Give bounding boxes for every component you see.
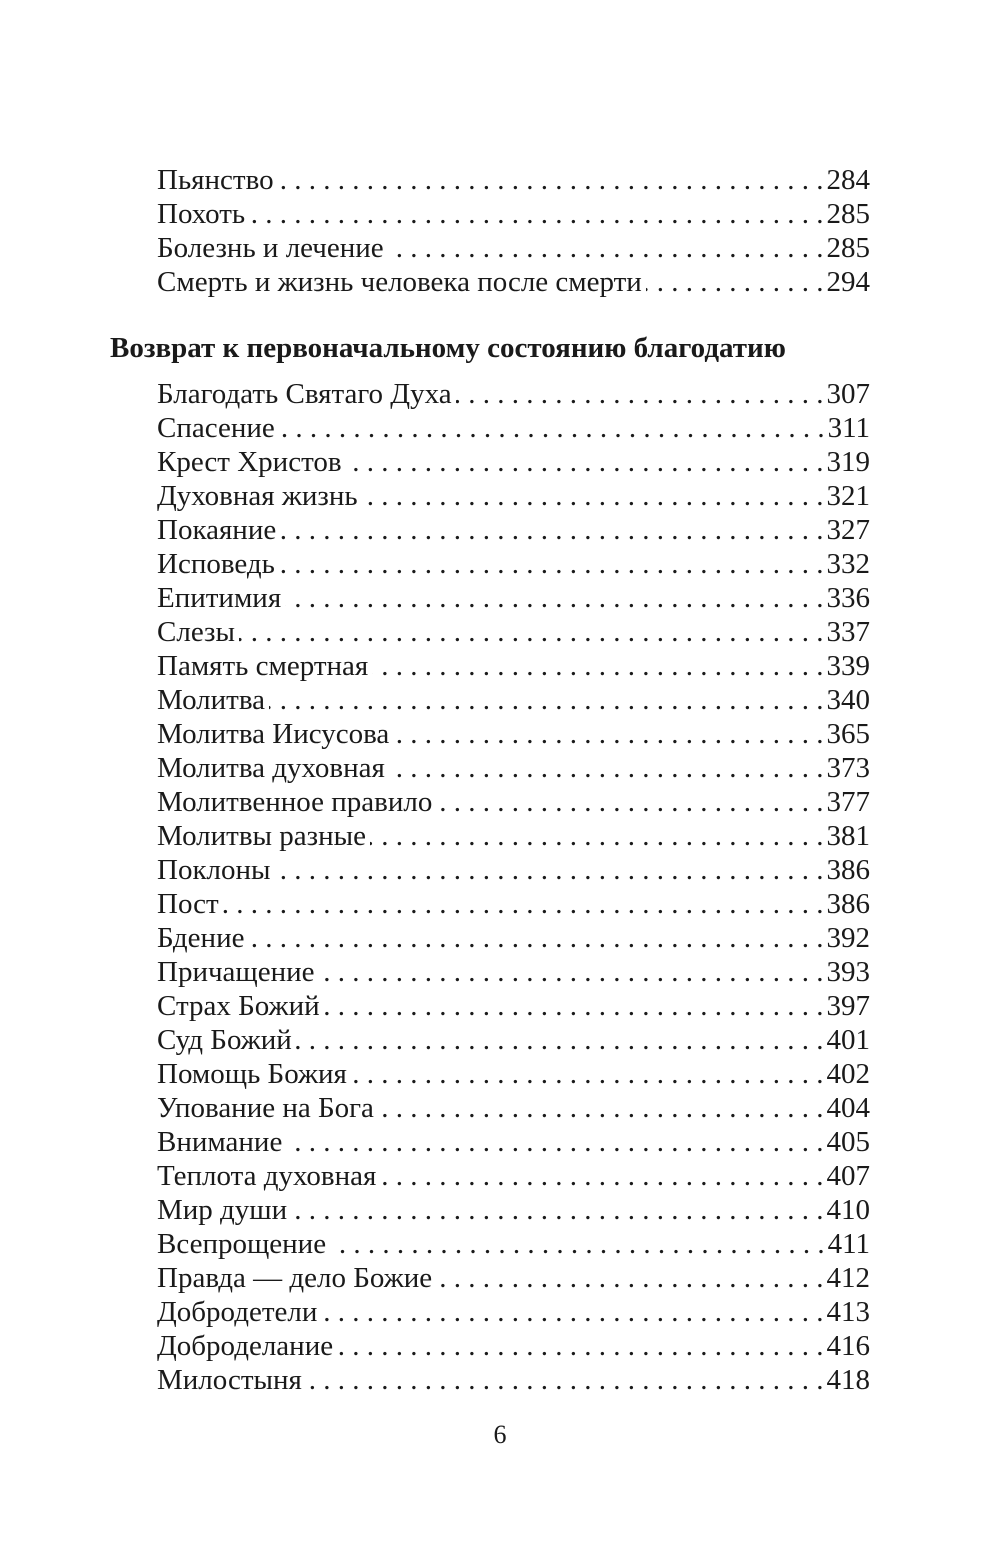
toc-entry-title: Всепрощение [157, 1228, 327, 1260]
toc-entry-page: 404 [826, 1092, 870, 1124]
toc-entry [157, 1261, 870, 1295]
toc-dot-leader [388, 231, 824, 265]
toc-dot-leader [380, 1159, 823, 1193]
toc-entry-page: 336 [826, 582, 870, 614]
toc-entry-title: Слезы [157, 616, 235, 648]
page-number: 6 [493, 1420, 507, 1449]
toc-dot-leader [456, 377, 824, 411]
toc-entry [157, 1023, 870, 1057]
toc-entry-page: 332 [826, 548, 870, 580]
toc-entry [157, 1125, 870, 1159]
toc-entry-page: 311 [827, 412, 870, 444]
toc-entry-page: 377 [826, 786, 870, 818]
toc-entry-title: Спасение [157, 412, 275, 444]
toc-dot-leader [393, 717, 823, 751]
toc-dot-leader [351, 1057, 824, 1091]
toc-entry [157, 445, 870, 479]
toc-entry-page: 410 [826, 1194, 870, 1226]
toc-entry [157, 479, 870, 513]
toc-dot-leader [321, 1295, 823, 1329]
toc-entry-page: 397 [826, 990, 870, 1022]
toc-entry-page: 284 [826, 164, 870, 196]
toc-dot-leader [275, 853, 824, 887]
toc-entry-title: Память смертная [157, 650, 369, 682]
toc-dot-leader [223, 887, 824, 921]
toc-entry-title: Похоть [157, 198, 246, 230]
toc-entry [157, 1227, 870, 1261]
toc-entry-title: Правда — дело Божие [157, 1262, 433, 1294]
toc-group-a [157, 163, 870, 299]
toc-entry [157, 853, 870, 887]
toc-entry-title: Пьянство [157, 164, 274, 196]
section-heading: Возврат к первоначальному состоянию благодатию [110, 332, 786, 364]
toc-entry-page: 307 [826, 378, 870, 410]
toc-entry [157, 887, 870, 921]
toc-dot-leader [280, 513, 823, 547]
toc-entry-title: Епитимия [157, 582, 282, 614]
toc-entry-page: 319 [826, 446, 870, 478]
toc-entry-page: 373 [826, 752, 870, 784]
toc-dot-leader [296, 1023, 824, 1057]
toc-entry [157, 1295, 870, 1329]
toc-entry-page: 340 [826, 684, 870, 716]
toc-entry-page: 405 [826, 1126, 870, 1158]
toc-entry-title: Милостыня [157, 1364, 302, 1396]
toc-dot-leader [248, 921, 823, 955]
toc-entry-title: Молитвы разные [157, 820, 366, 852]
toc-entry-page: 407 [826, 1160, 870, 1192]
toc-entry [157, 377, 870, 411]
toc-entry-page: 418 [826, 1364, 870, 1396]
toc-entry-page: 285 [826, 232, 870, 264]
toc-entry-title: Болезнь и лечение [157, 232, 384, 264]
toc-entry-page: 327 [826, 514, 870, 546]
toc-entry-page: 337 [826, 616, 870, 648]
toc-dot-leader [346, 445, 824, 479]
toc-entry-page: 285 [826, 198, 870, 230]
toc-entry-title: Причащение [157, 956, 315, 988]
toc-entry [157, 683, 870, 717]
toc-entry-title: Внимание [157, 1126, 283, 1158]
toc-entry-title: Молитвенное правило [157, 786, 433, 818]
toc-dot-leader [279, 411, 825, 445]
toc-entry [157, 163, 870, 197]
toc-entry-title: Молитва духовная [157, 752, 385, 784]
toc-entry-title: Суд Божий [157, 1024, 292, 1056]
toc-dot-leader [436, 785, 823, 819]
toc-entry-page: 402 [826, 1058, 870, 1090]
toc-entry-title: Мир души [157, 1194, 288, 1226]
toc-entry [157, 921, 870, 955]
toc-entry [157, 717, 870, 751]
toc-entry-page: 412 [826, 1262, 870, 1294]
toc-entry-page: 413 [826, 1296, 870, 1328]
toc-group-b [157, 377, 870, 1397]
toc-entry-title: Доброделание [157, 1330, 334, 1362]
toc-entry-title: Бдение [157, 922, 245, 954]
toc-entry-title: Помощь Божия [157, 1058, 347, 1090]
toc-entry-title: Пост [157, 888, 219, 920]
toc-entry [157, 231, 870, 265]
toc-entry-page: 411 [827, 1228, 870, 1260]
toc-entry [157, 411, 870, 445]
toc-entry [157, 615, 870, 649]
toc-entry [157, 1159, 870, 1193]
toc-dot-leader [646, 265, 824, 299]
toc-entry-title: Молитва [157, 684, 266, 716]
toc-entry-title: Упование на Бога [157, 1092, 374, 1124]
toc-dot-leader [269, 683, 823, 717]
toc-dot-leader [239, 615, 824, 649]
toc-entry-title: Благодать Святаго Духа [157, 378, 452, 410]
toc-entry [157, 547, 870, 581]
toc-entry-page: 392 [826, 922, 870, 954]
toc-dot-leader [436, 1261, 823, 1295]
toc-entry-title: Добродетели [157, 1296, 318, 1328]
toc-entry-page: 365 [826, 718, 870, 750]
toc-entry-title: Теплота духовная [157, 1160, 377, 1192]
toc-entry [157, 819, 870, 853]
toc-entry [157, 1329, 870, 1363]
toc-entry-title: Исповедь [157, 548, 275, 580]
toc-entry-page: 339 [826, 650, 870, 682]
toc-entry-page: 386 [826, 854, 870, 886]
toc-dot-leader [324, 989, 824, 1023]
toc-entry-title: Крест Христов [157, 446, 342, 478]
toc-entry [157, 649, 870, 683]
toc-entry [157, 751, 870, 785]
toc-dot-leader [370, 819, 824, 853]
toc-entry-page: 386 [826, 888, 870, 920]
toc-entry [157, 197, 870, 231]
toc-dot-leader [319, 955, 824, 989]
toc-dot-leader [337, 1329, 823, 1363]
toc-entry-title: Поклоны [157, 854, 271, 886]
toc-entry-page: 393 [826, 956, 870, 988]
toc-dot-leader [372, 649, 823, 683]
toc-dot-leader [306, 1363, 824, 1397]
toc-entry [157, 1193, 870, 1227]
toc-entry [157, 1363, 870, 1397]
toc-entry-title: Духовная жизнь [157, 480, 358, 512]
toc-entry [157, 265, 870, 299]
toc-entry-page: 321 [826, 480, 870, 512]
toc-entry-title: Смерть и жизнь человека после смерти [157, 266, 642, 298]
toc-dot-leader [249, 197, 823, 231]
toc-entry [157, 989, 870, 1023]
toc-entry [157, 581, 870, 615]
toc-entry-title: Молитва Иисусова [157, 718, 390, 750]
toc-dot-leader [362, 479, 824, 513]
toc-entry-title: Покаяние [157, 514, 277, 546]
toc-dot-leader [278, 163, 824, 197]
toc-entry [157, 785, 870, 819]
toc-dot-leader [291, 1193, 823, 1227]
toc-dot-leader [330, 1227, 824, 1261]
toc-dot-leader [285, 581, 823, 615]
toc-dot-leader [286, 1125, 823, 1159]
toc-entry [157, 1057, 870, 1091]
toc-entry [157, 955, 870, 989]
toc-entry-page: 401 [826, 1024, 870, 1056]
toc-dot-leader [389, 751, 824, 785]
toc-dot-leader [378, 1091, 824, 1125]
toc-entry [157, 1091, 870, 1125]
toc-entry-page: 381 [826, 820, 870, 852]
toc-entry-title: Страх Божий [157, 990, 320, 1022]
toc-entry-page: 294 [826, 266, 870, 298]
toc-entry-page: 416 [826, 1330, 870, 1362]
toc-dot-leader [279, 547, 824, 581]
toc-entry [157, 513, 870, 547]
